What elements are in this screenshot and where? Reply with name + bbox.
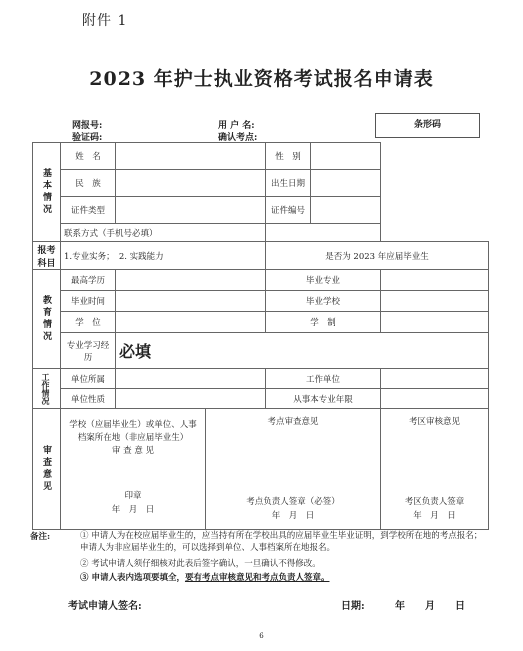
notes-label: 备注: <box>30 532 51 542</box>
work-unit-label: 工作单位 <box>266 369 381 389</box>
barcode-box: 条形码 <box>375 113 480 138</box>
study-years-field[interactable] <box>381 312 489 333</box>
birth-date-field[interactable] <box>311 170 381 197</box>
review-group: 审查意见 <box>33 409 61 530</box>
id-number-field[interactable] <box>311 197 381 224</box>
school-review-cell[interactable] <box>61 409 206 530</box>
highest-degree-field[interactable] <box>116 270 266 291</box>
major-field[interactable] <box>381 270 489 291</box>
graduation-time-field[interactable] <box>116 291 266 312</box>
school-review-heading: 审 查 意 见 <box>111 446 155 456</box>
attachment-label: 附件 1 <box>82 13 128 29</box>
work-years-label: 从事本专业年限 <box>266 389 381 409</box>
academic-degree-field[interactable] <box>116 312 266 333</box>
fresh-graduate-question[interactable]: 是否为 2023 年应届毕业生 <box>266 242 489 270</box>
study-history-label: 专业学习经历 <box>61 333 116 369</box>
confirm-site-label: 确认考点: <box>218 133 258 143</box>
unit-affiliation-label: 单位所属 <box>61 369 116 389</box>
verify-code-label: 验证码: <box>72 133 103 143</box>
gender-field[interactable] <box>311 143 381 170</box>
id-type-field[interactable] <box>116 197 266 224</box>
school-review-text: 学校（应届毕业生）或单位、人事档案所在地（非应届毕业生） <box>69 420 197 443</box>
contact-label: 联系方式（手机号必填） <box>61 224 266 242</box>
work-unit-field[interactable] <box>381 369 489 389</box>
required-mark: 必填 <box>119 342 152 361</box>
site-review-heading: 考点审查意见 <box>267 417 319 427</box>
ethnic-label: 民 族 <box>61 170 116 197</box>
exam-subject-group: 报考科目 <box>33 242 61 270</box>
basic-info-group: 基本情况 <box>33 143 61 242</box>
gender-label: 性 别 <box>266 143 311 170</box>
name-field[interactable] <box>116 143 266 170</box>
applicant-signature-label: 考试申请人签名: <box>68 601 142 612</box>
site-review-cell[interactable] <box>206 409 381 530</box>
note-3: ③ 申请人表内选项要填全，要有考点审核意见和考点负责人签章。 <box>80 573 330 583</box>
exam-subjects[interactable]: 1.专业实务； 2. 实践能力 <box>61 242 266 270</box>
date-value: 年 月 日 <box>395 601 465 612</box>
graduation-time-label: 毕业时间 <box>61 291 116 312</box>
note-1: ① 申请人为在校应届毕业生的，应当持有所在学校出具的应届毕业生毕业证明，到学校所在地的考点报名；申请人为非应届毕业生的，可以选择到单位、人事档案所在地报名。 <box>80 531 483 553</box>
form-title: 2023 年护士执业资格考试报名申请表 <box>89 68 434 90</box>
study-history-field[interactable] <box>116 333 489 369</box>
contact-field[interactable] <box>266 224 381 242</box>
name-label: 姓 名 <box>61 143 116 170</box>
id-number-label: 证件编号 <box>266 197 311 224</box>
site-sign-label: 考点负责人签章（必签） <box>246 497 340 507</box>
unit-nature-field[interactable] <box>116 389 266 409</box>
district-review-cell[interactable] <box>381 409 489 530</box>
work-years-field[interactable] <box>381 389 489 409</box>
seal-label: 印章 <box>124 491 142 501</box>
education-group: 教育情况 <box>33 270 61 369</box>
page-number: 6 <box>259 632 264 640</box>
net-number-label: 网报号: <box>72 121 103 131</box>
id-type-label: 证件类型 <box>61 197 116 224</box>
username-label: 用 户 名: <box>218 121 255 131</box>
unit-nature-label: 单位性质 <box>61 389 116 409</box>
note-2: ② 考试申请人须仔细核对此表后签字确认，一旦确认不得修改。 <box>80 559 321 569</box>
site-review-date: 年 月 日 <box>271 511 315 521</box>
ethnic-field[interactable] <box>116 170 266 197</box>
application-form-table <box>32 142 489 530</box>
study-years-label: 学 制 <box>266 312 381 333</box>
district-sign-label: 考区负责人签章 <box>404 497 465 507</box>
work-group: 工作情况 <box>33 369 61 409</box>
district-review-date: 年 月 日 <box>413 511 456 521</box>
school-field[interactable] <box>381 291 489 312</box>
academic-degree-label: 学 位 <box>61 312 116 333</box>
school-review-date: 年 月 日 <box>111 505 155 515</box>
school-label: 毕业学校 <box>266 291 381 312</box>
unit-affiliation-field[interactable] <box>116 369 266 389</box>
birth-date-label: 出生日期 <box>266 170 311 197</box>
district-review-heading: 考区审核意见 <box>408 417 460 427</box>
highest-degree-label: 最高学历 <box>61 270 116 291</box>
date-label: 日期: <box>341 601 365 612</box>
major-label: 毕业专业 <box>266 270 381 291</box>
